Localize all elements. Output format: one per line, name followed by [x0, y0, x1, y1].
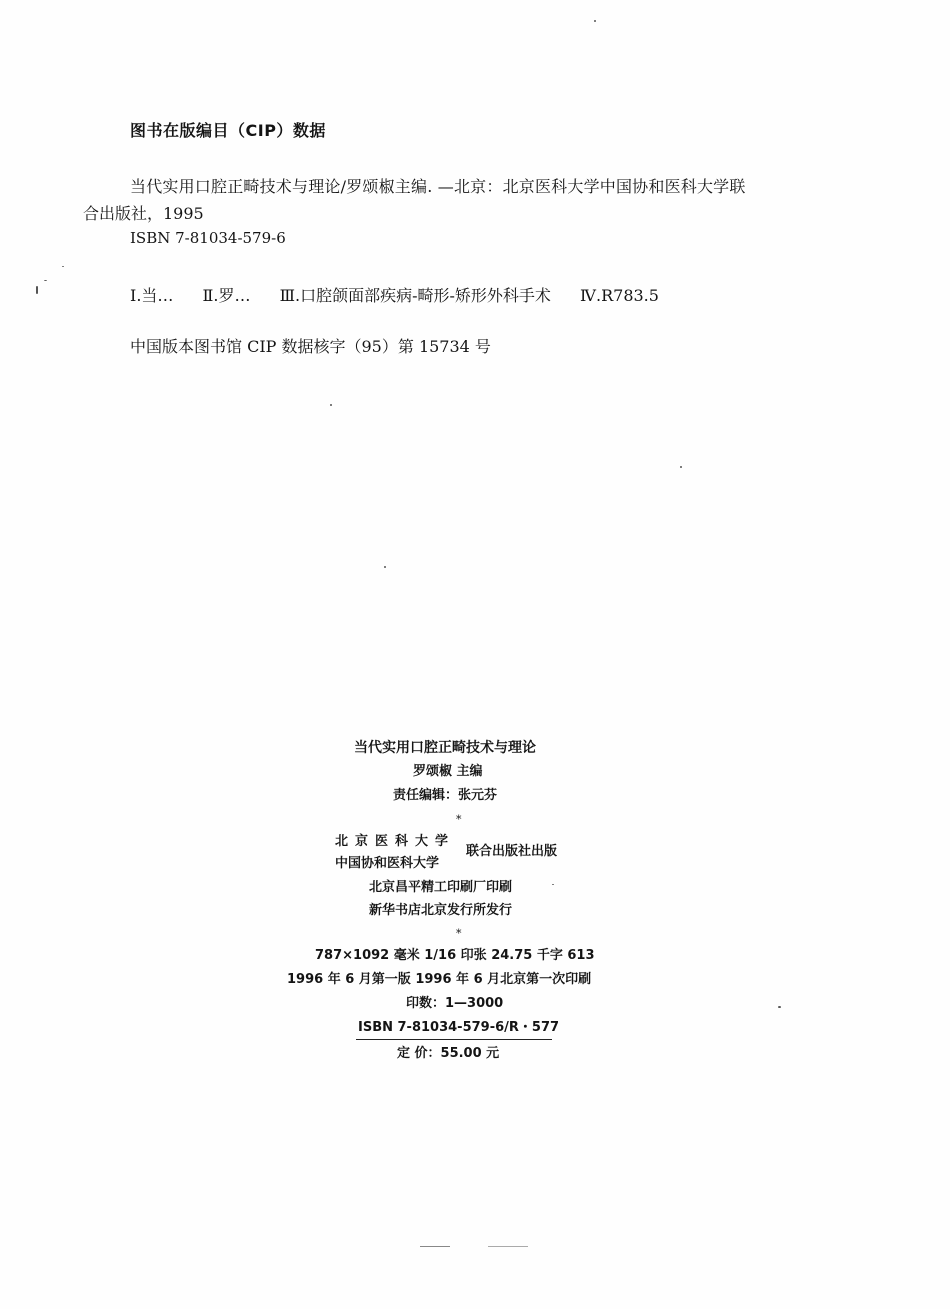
colophon-print-run: 印数：1—3000: [406, 996, 504, 1011]
cip-subject-headings: [130, 283, 659, 306]
cip-record-line-1: 当代实用口腔正畸技术与理论/罗颂椒主编. —北京：北京医科大学中国协和医科大学联: [130, 177, 746, 196]
cip-subject-2: Ⅱ.罗…: [202, 286, 251, 305]
colophon-joint-publisher: 联合出版社出版: [466, 844, 558, 859]
scan-speck: [36, 286, 38, 294]
colophon-printer: 北京昌平精工印刷厂印刷: [369, 880, 513, 895]
scan-speck: [330, 404, 332, 406]
colophon-edition: 1996 年 6 月第一版 1996 年 6 月北京第一次印刷: [287, 972, 592, 987]
colophon-isbn: ISBN 7-81034-579-6/R・577: [358, 1020, 560, 1035]
cip-check-number: 中国版本图书馆 CIP 数据核字（95）第 15734 号: [130, 337, 491, 356]
scan-speck: [62, 266, 64, 267]
colophon-publisher-1: 北京医科大学: [335, 834, 456, 849]
scan-speck: [552, 884, 554, 885]
cip-subject-4: Ⅳ.R783.5: [580, 286, 659, 305]
cip-subject-1: Ⅰ.当…: [130, 286, 174, 305]
scan-speck: [680, 466, 682, 468]
scan-speck: [778, 1006, 781, 1008]
colophon-author: 罗颂椒 主编: [413, 764, 483, 779]
cip-heading: 图书在版编目（CIP）数据: [130, 121, 326, 140]
cip-record-line-2: 合出版社，1995: [83, 204, 204, 223]
colophon-separator: *: [456, 813, 462, 826]
scan-speck: [488, 1246, 528, 1247]
scan-speck: [384, 566, 386, 568]
colophon-title: 当代实用口腔正畸技术与理论: [354, 740, 536, 756]
colophon-separator: *: [456, 927, 462, 940]
colophon-price: 定 价：55.00 元: [397, 1046, 500, 1061]
colophon-publisher-2: 中国协和医科大学: [335, 856, 440, 871]
scan-speck: [594, 20, 596, 22]
cip-isbn: ISBN 7-81034-579-6: [130, 229, 286, 247]
colophon-editor: 责任编辑：张元芬: [393, 788, 498, 803]
cip-subject-3: Ⅲ.口腔颌面部疾病-畸形-矫形外科手术: [279, 286, 551, 305]
scan-speck: [44, 280, 47, 281]
colophon-distributor: 新华书店北京发行所发行: [369, 903, 513, 918]
isbn-underline: [356, 1039, 552, 1040]
colophon-format: 787×1092 毫米 1/16 印张 24.75 千字 613: [315, 948, 595, 963]
scan-speck: [420, 1246, 450, 1247]
